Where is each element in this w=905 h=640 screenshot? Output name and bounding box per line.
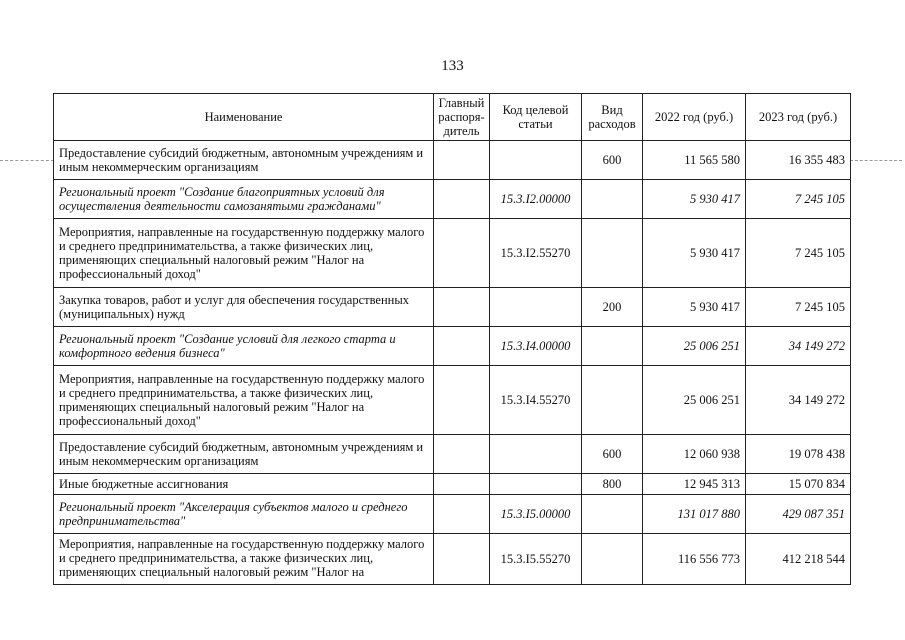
cell-name: Иные бюджетные ассигнования xyxy=(54,474,434,495)
cell-vid xyxy=(582,366,643,435)
cell-code: 15.3.I2.55270 xyxy=(490,219,582,288)
cell-vid: 600 xyxy=(582,435,643,474)
cell-code xyxy=(490,474,582,495)
header-2022: 2022 год (руб.) xyxy=(643,94,746,141)
cell-name: Региональный проект "Создание благоприятных условий для осуществления деятельности самозанятыми гражданами" xyxy=(54,180,434,219)
cell-2023: 7 245 105 xyxy=(746,288,851,327)
table-row xyxy=(54,327,851,366)
cell-manager xyxy=(434,474,490,495)
budget-table xyxy=(53,93,851,585)
cell-2023: 429 087 351 xyxy=(746,495,851,534)
scan-margin-line-right xyxy=(850,160,902,161)
header-2023: 2023 год (руб.) xyxy=(746,94,851,141)
cell-manager xyxy=(434,327,490,366)
cell-code xyxy=(490,141,582,180)
cell-manager xyxy=(434,288,490,327)
cell-2023: 34 149 272 xyxy=(746,366,851,435)
cell-2023: 15 070 834 xyxy=(746,474,851,495)
cell-2022: 25 006 251 xyxy=(643,366,746,435)
cell-2022: 12 060 938 xyxy=(643,435,746,474)
cell-vid: 200 xyxy=(582,288,643,327)
cell-2022: 25 006 251 xyxy=(643,327,746,366)
cell-name: Предоставление субсидий бюджетным, автономным учреждениям и иным некоммерческим организациям xyxy=(54,435,434,474)
cell-vid: 800 xyxy=(582,474,643,495)
cell-2022: 5 930 417 xyxy=(643,288,746,327)
cell-code xyxy=(490,288,582,327)
table-row xyxy=(54,180,851,219)
cell-code: 15.3.I4.00000 xyxy=(490,327,582,366)
table-row xyxy=(54,435,851,474)
cell-name: Региональный проект "Акселерация субъектов малого и среднего предпринимательства" xyxy=(54,495,434,534)
cell-name: Предоставление субсидий бюджетным, автономным учреждениям и иным некоммерческим организациям xyxy=(54,141,434,180)
cell-2023: 19 078 438 xyxy=(746,435,851,474)
cell-2022: 5 930 417 xyxy=(643,219,746,288)
cell-2022: 116 556 773 xyxy=(643,534,746,585)
cell-vid: 600 xyxy=(582,141,643,180)
cell-2022: 12 945 313 xyxy=(643,474,746,495)
table-row xyxy=(54,495,851,534)
table-row xyxy=(54,219,851,288)
cell-2023: 412 218 544 xyxy=(746,534,851,585)
table-row xyxy=(54,366,851,435)
table-row xyxy=(54,141,851,180)
cell-code xyxy=(490,435,582,474)
cell-vid xyxy=(582,327,643,366)
cell-2023: 34 149 272 xyxy=(746,327,851,366)
header-code: Код целевой статьи xyxy=(490,94,582,141)
cell-code: 15.3.I4.55270 xyxy=(490,366,582,435)
cell-vid xyxy=(582,495,643,534)
header-manager: Главный распоря-дитель xyxy=(434,94,490,141)
page-number: 133 xyxy=(441,58,464,74)
cell-code: 15.3.I5.55270 xyxy=(490,534,582,585)
cell-2023: 7 245 105 xyxy=(746,180,851,219)
cell-name: Мероприятия, направленные на государственную поддержку малого и среднего предпринимательства, а также физических лиц, применяющих специальный налоговый режим "Налог на профессиональный доход" xyxy=(54,219,434,288)
cell-name: Мероприятия, направленные на государственную поддержку малого и среднего предпринимательства, а также физических лиц, применяющих специальный налоговый режим "Налог на профессиональный доход" xyxy=(54,366,434,435)
cell-name: Мероприятия, направленные на государственную поддержку малого и среднего предпринимательства, а также физических лиц, применяющих специальный налоговый режим "Налог на xyxy=(54,534,434,585)
table-row xyxy=(54,288,851,327)
table-row xyxy=(54,534,851,585)
cell-manager xyxy=(434,495,490,534)
cell-code: 15.3.I2.00000 xyxy=(490,180,582,219)
cell-vid xyxy=(582,219,643,288)
header-vid: Вид расходов xyxy=(582,94,643,141)
cell-2023: 16 355 483 xyxy=(746,141,851,180)
cell-2022: 131 017 880 xyxy=(643,495,746,534)
table-row xyxy=(54,474,851,495)
cell-2023: 7 245 105 xyxy=(746,219,851,288)
cell-manager xyxy=(434,366,490,435)
cell-vid xyxy=(582,180,643,219)
cell-2022: 5 930 417 xyxy=(643,180,746,219)
table-header-row xyxy=(54,94,851,141)
cell-manager xyxy=(434,141,490,180)
cell-manager xyxy=(434,435,490,474)
cell-code: 15.3.I5.00000 xyxy=(490,495,582,534)
cell-2022: 11 565 580 xyxy=(643,141,746,180)
scan-margin-line-left xyxy=(0,160,54,161)
cell-name: Закупка товаров, работ и услуг для обеспечения государственных (муниципальных) нужд xyxy=(54,288,434,327)
cell-name: Региональный проект "Создание условий для легкого старта и комфортного ведения бизнеса" xyxy=(54,327,434,366)
header-name: Наименование xyxy=(54,94,434,141)
cell-manager xyxy=(434,534,490,585)
cell-manager xyxy=(434,180,490,219)
cell-manager xyxy=(434,219,490,288)
cell-vid xyxy=(582,534,643,585)
